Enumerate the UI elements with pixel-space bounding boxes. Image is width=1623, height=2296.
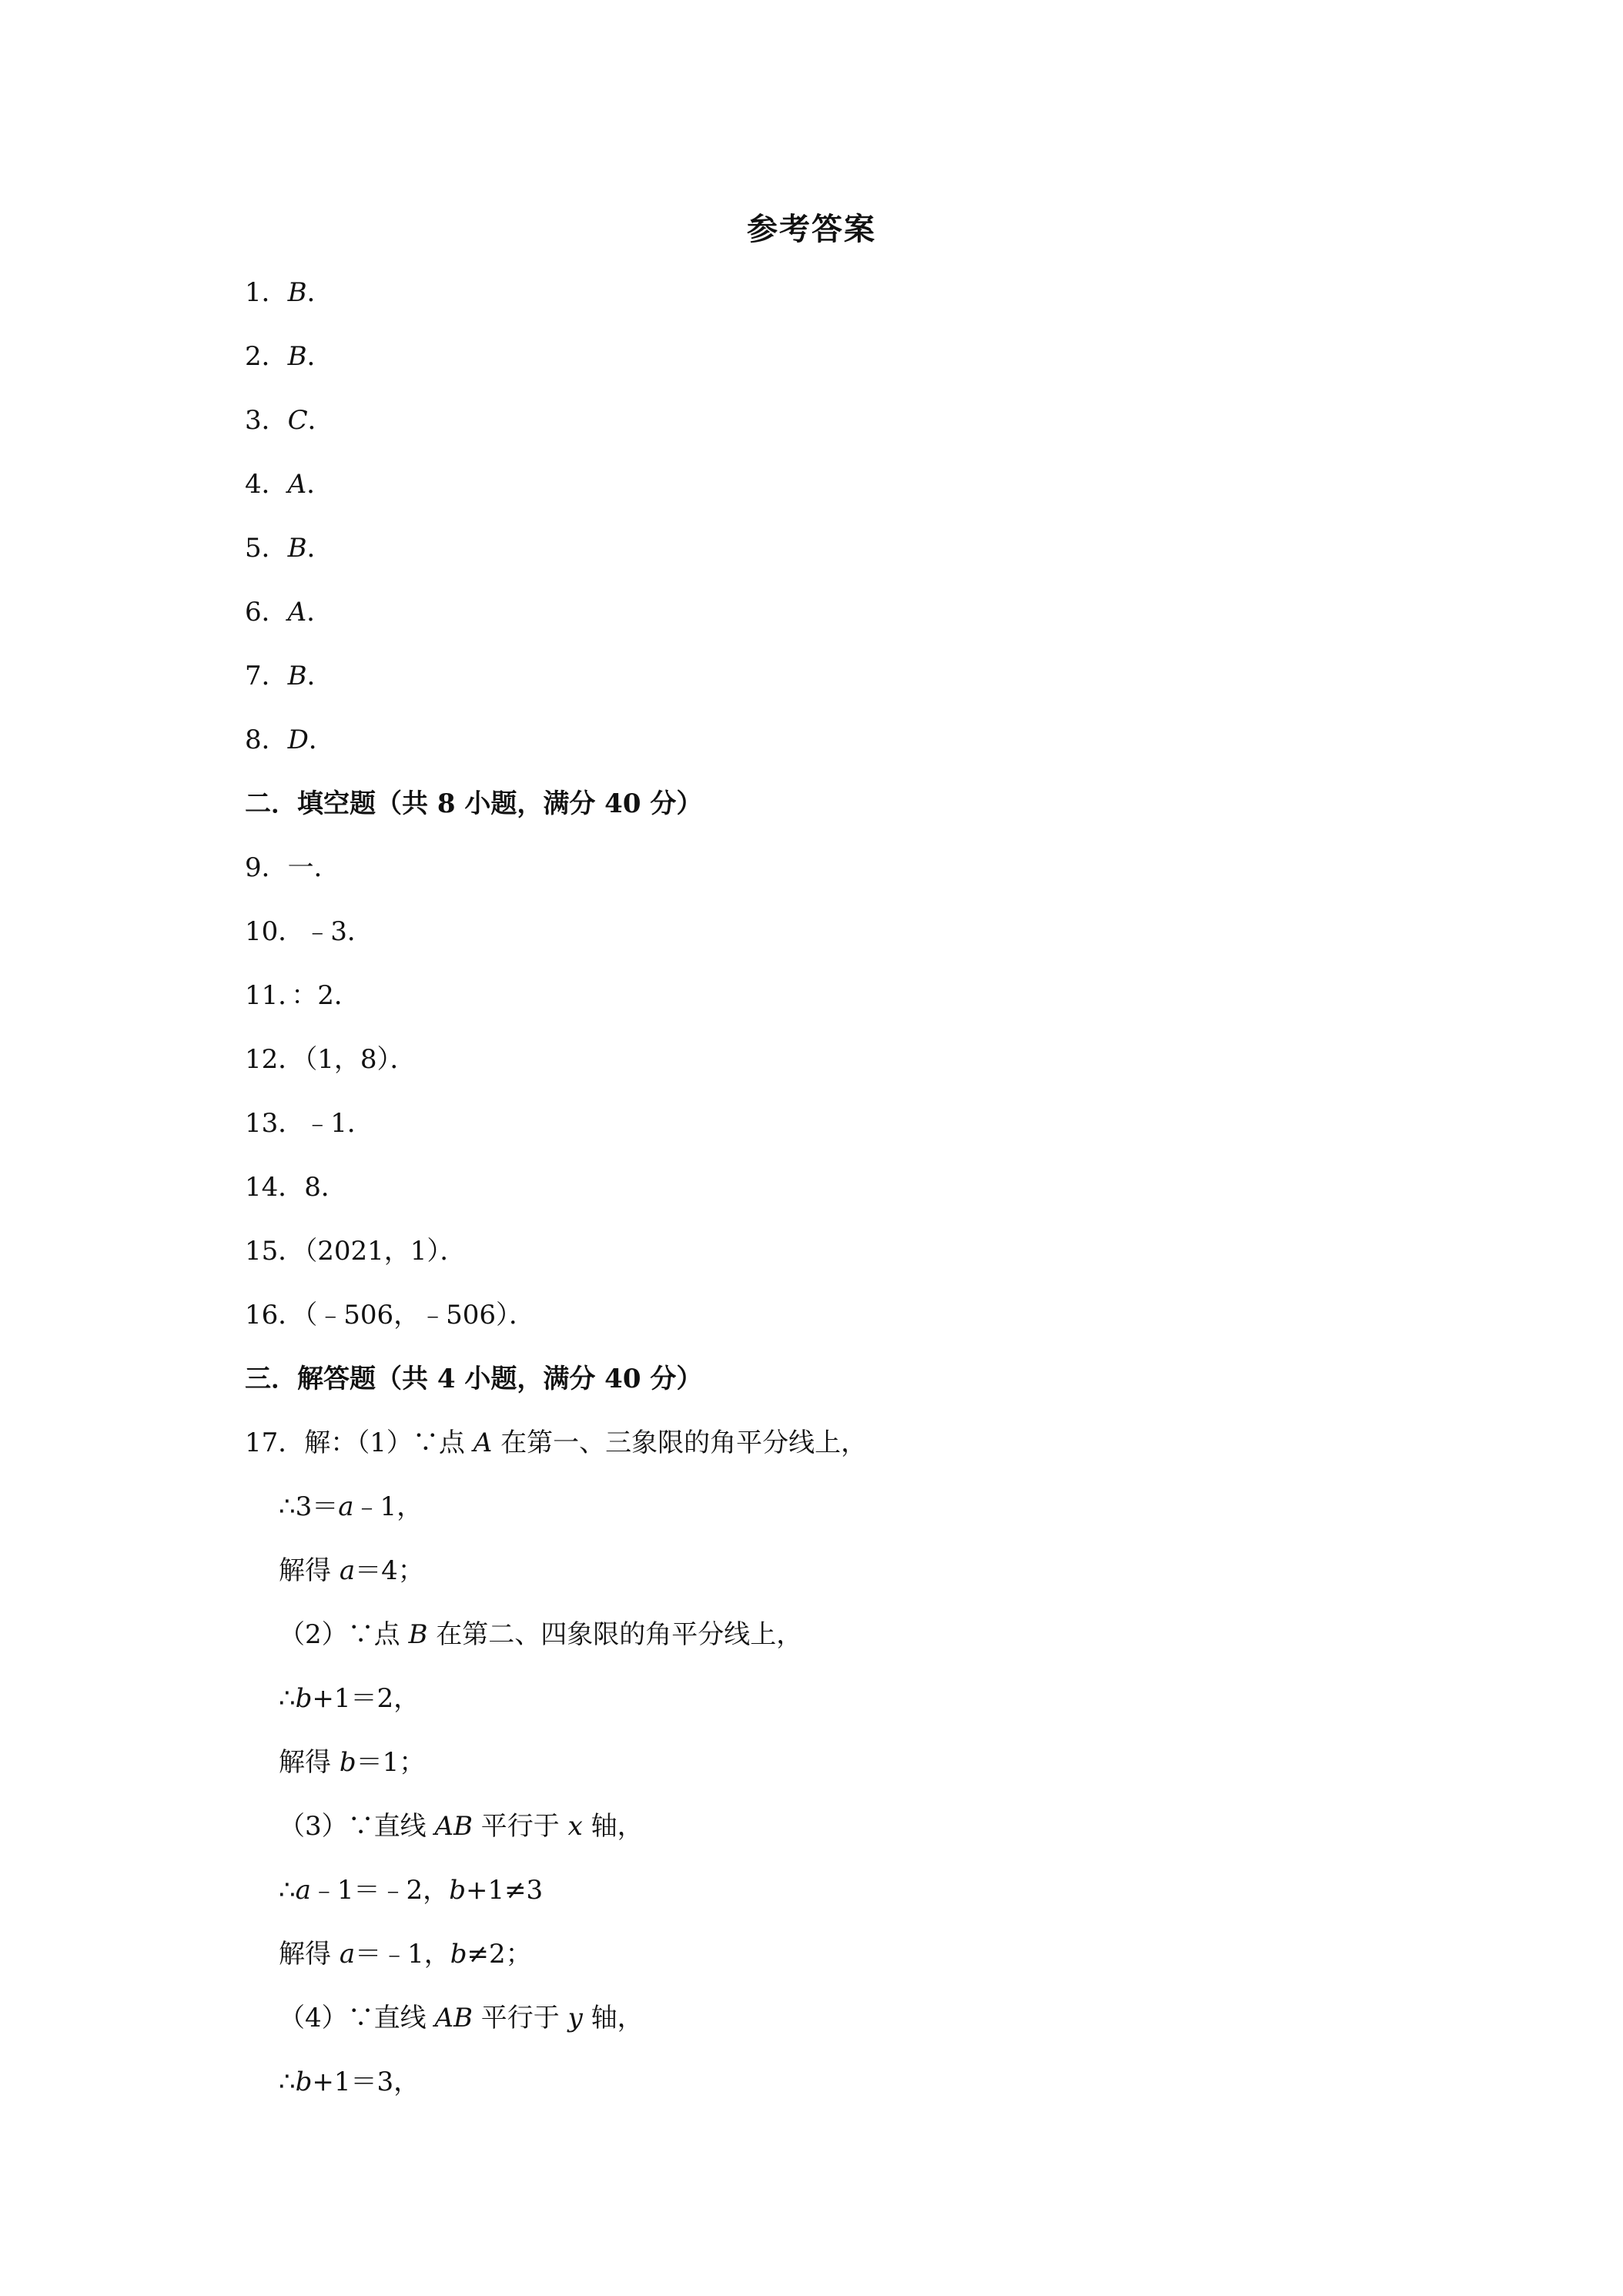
fill-answer-10: 10．﹣3． <box>245 916 373 947</box>
q17-line-9: 解得 a＝﹣1，b≠2； <box>279 1939 532 1970</box>
fill-answer-9: 9．一． <box>245 852 340 883</box>
fill-answer-11: 11．：2． <box>245 980 360 1011</box>
choice-answer-3: 3．C． <box>245 405 334 436</box>
fill-answer-14: 14．8． <box>245 1172 347 1203</box>
choice-answer-5: 5．B． <box>245 533 333 564</box>
q17-line-3: 解得 a＝4； <box>279 1555 424 1586</box>
q17-line-10: （4）∵直线 AB 平行于 y 轴， <box>279 2003 644 2033</box>
choice-answer-4: 4．A． <box>245 469 333 500</box>
fill-answer-15: 15．（2021，1）． <box>245 1236 467 1267</box>
choice-answer-1: 1．B． <box>245 277 333 308</box>
q17-line-1: 17．解：（1）∵点 A 在第一、三象限的角平分线上， <box>245 1427 868 1458</box>
choice-answer-8: 8．D． <box>245 725 335 755</box>
section-heading-solve: 三．解答题（共 4 小题，满分 40 分） <box>245 1364 703 1394</box>
q17-line-4: （2）∵点 B 在第二、四象限的角平分线上， <box>279 1619 803 1650</box>
q17-line-7: （3）∵直线 AB 平行于 x 轴， <box>279 1811 644 1842</box>
choice-answer-7: 7．B． <box>245 661 333 691</box>
q17-line-11: ∴b+1＝3， <box>279 2067 420 2097</box>
fill-answer-13: 13．﹣1． <box>245 1108 373 1139</box>
q17-line-8: ∴a﹣1＝﹣2，b+1≠3 <box>279 1875 544 1906</box>
fill-answer-12: 12．（1，8）． <box>245 1044 417 1075</box>
q17-line-2: ∴3＝a﹣1， <box>279 1491 423 1522</box>
choice-answer-2: 2．B． <box>245 341 333 372</box>
fill-answer-16: 16．（﹣506，﹣506）． <box>245 1300 536 1330</box>
q17-line-6: 解得 b＝1； <box>279 1747 426 1778</box>
section-heading-fill: 二．填空题（共 8 小题，满分 40 分） <box>245 788 703 819</box>
page-title: 参考答案 <box>747 211 876 247</box>
choice-answer-6: 6．A． <box>245 597 333 628</box>
q17-line-5: ∴b+1＝2， <box>279 1683 420 1714</box>
